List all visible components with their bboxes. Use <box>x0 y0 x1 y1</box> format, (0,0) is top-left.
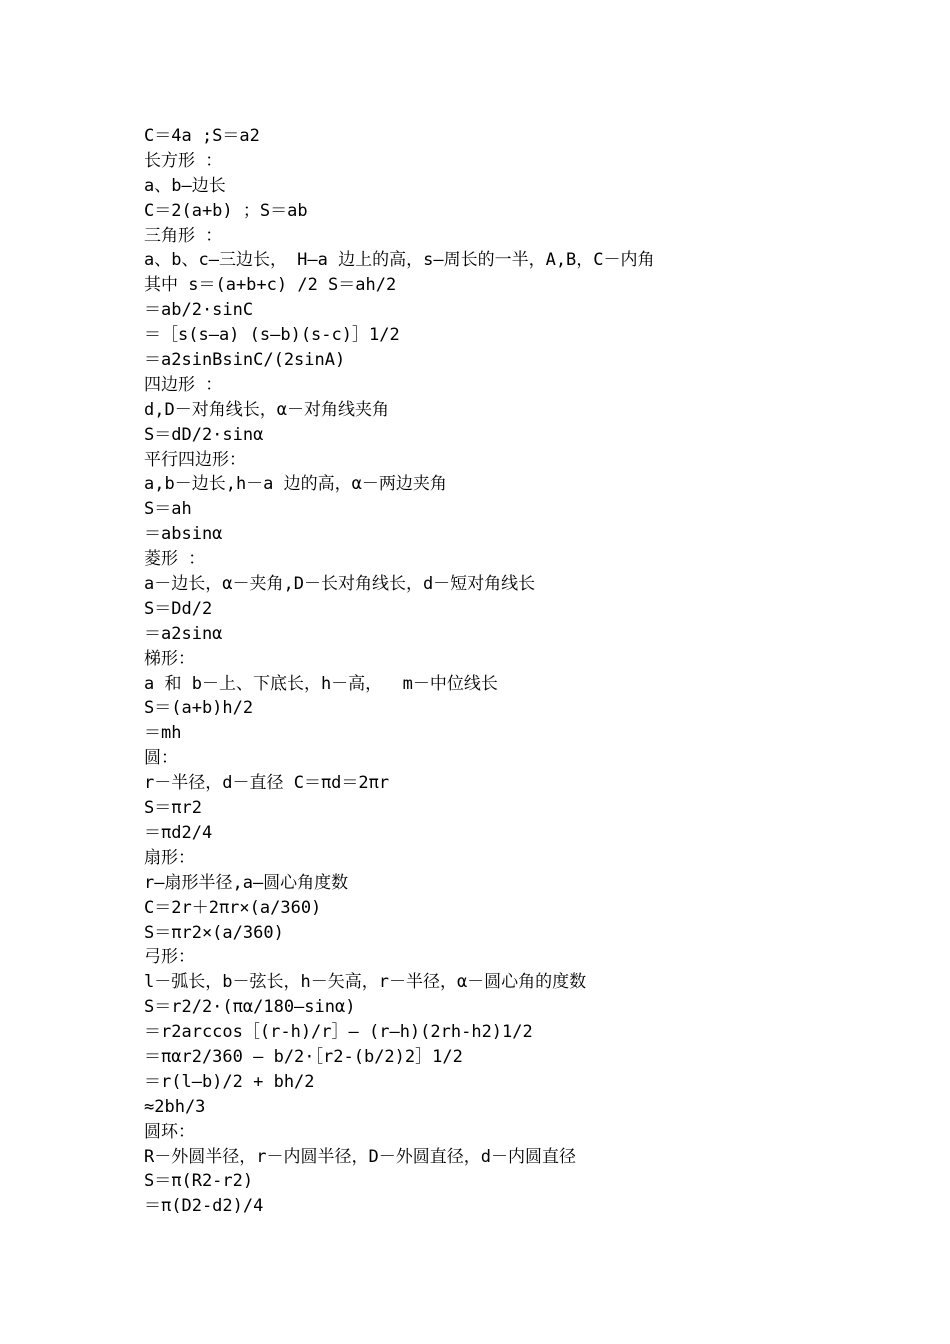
variable-line: a 和 b－上、下底长，h－高， m－中位线长 <box>144 673 498 694</box>
heading-segment: 弓形： <box>144 947 195 968</box>
heading-rhombus: 菱形 ： <box>144 549 206 570</box>
formula-line: C＝2(a+b) ；S＝ab <box>144 200 308 221</box>
heading-parallelogram: 平行四边形： <box>144 449 246 470</box>
formula-line: ＝mh <box>144 723 182 744</box>
formula-line: S＝dD/2·sinα <box>144 424 264 445</box>
variable-line: a,b－边长,h－a 边的高，α－两边夹角 <box>144 474 447 495</box>
heading-triangle: 三角形 ： <box>144 225 223 246</box>
variable-line: a、b、c—三边长， H—a 边上的高，s—周长的一半，A,B，C－内角 <box>144 250 655 271</box>
formula-line: ＝a2sinBsinC/(2sinA) <box>144 350 346 371</box>
heading-rectangle: 长方形 ： <box>144 150 223 171</box>
formula-line: ＝a2sinα <box>144 623 223 644</box>
formula-line: S＝Dd/2 <box>144 598 213 619</box>
heading-circle: 圆： <box>144 748 178 769</box>
formula-line: ＝r2arccos［(r-h)/r］— (r—h)(2rh-h2)1/2 <box>144 1022 533 1043</box>
formula-text-block <box>144 124 864 1219</box>
variable-line: R－外圆半径，r－内圆半径，D－外圆直径，d－内圆直径 <box>144 1146 576 1167</box>
variable-line: a、b—边长 <box>144 175 226 196</box>
formula-line: 其中 s＝(a+b+c) /2 S＝ah/2 <box>144 275 397 296</box>
formula-line: S＝πr2 <box>144 798 202 819</box>
formula-line: ＝r(l—b)/2 + bh/2 <box>144 1071 315 1092</box>
variable-line: d,D－对角线长，α－对角线夹角 <box>144 399 389 420</box>
heading-annulus: 圆环： <box>144 1121 195 1142</box>
heading-sector: 扇形： <box>144 847 195 868</box>
variable-line: r—扇形半径,a—圆心角度数 <box>144 872 349 893</box>
formula-line-square: C＝4a ;S＝a2 <box>144 126 260 146</box>
variable-line: r－半径，d－直径 C＝πd＝2πr <box>144 773 390 794</box>
formula-line: S＝(a+b)h/2 <box>144 698 254 719</box>
formula-line: ＝π(D2-d2)/4 <box>144 1196 264 1217</box>
heading-trapezoid: 梯形： <box>144 648 195 669</box>
formula-line: ＝［s(s—a) (s—b)(s-c)］1/2 <box>144 325 400 346</box>
variable-line: l－弧长，b－弦长，h－矢高，r－半径，α－圆心角的度数 <box>144 972 587 993</box>
formula-line: ≈2bh/3 <box>144 1096 206 1117</box>
heading-quadrilateral: 四边形 ： <box>144 374 223 395</box>
formula-line: ＝ab/2·sinC <box>144 300 254 321</box>
formula-line: ＝absinα <box>144 524 223 545</box>
formula-line: ＝πd2/4 <box>144 822 213 843</box>
formula-line: S＝π(R2-r2) <box>144 1171 254 1192</box>
formula-line: C＝2r＋2πr×(a/360) <box>144 897 322 918</box>
formula-line: S＝ah <box>144 499 192 520</box>
formula-line: ＝παr2/360 — b/2·［r2-(b/2)2］1/2 <box>144 1046 463 1067</box>
formula-line: S＝r2/2·(πα/180—sinα) <box>144 997 356 1018</box>
formula-line: S＝πr2×(a/360) <box>144 922 284 943</box>
variable-line: a－边长，α－夹角,D－长对角线长，d－短对角线长 <box>144 574 536 595</box>
